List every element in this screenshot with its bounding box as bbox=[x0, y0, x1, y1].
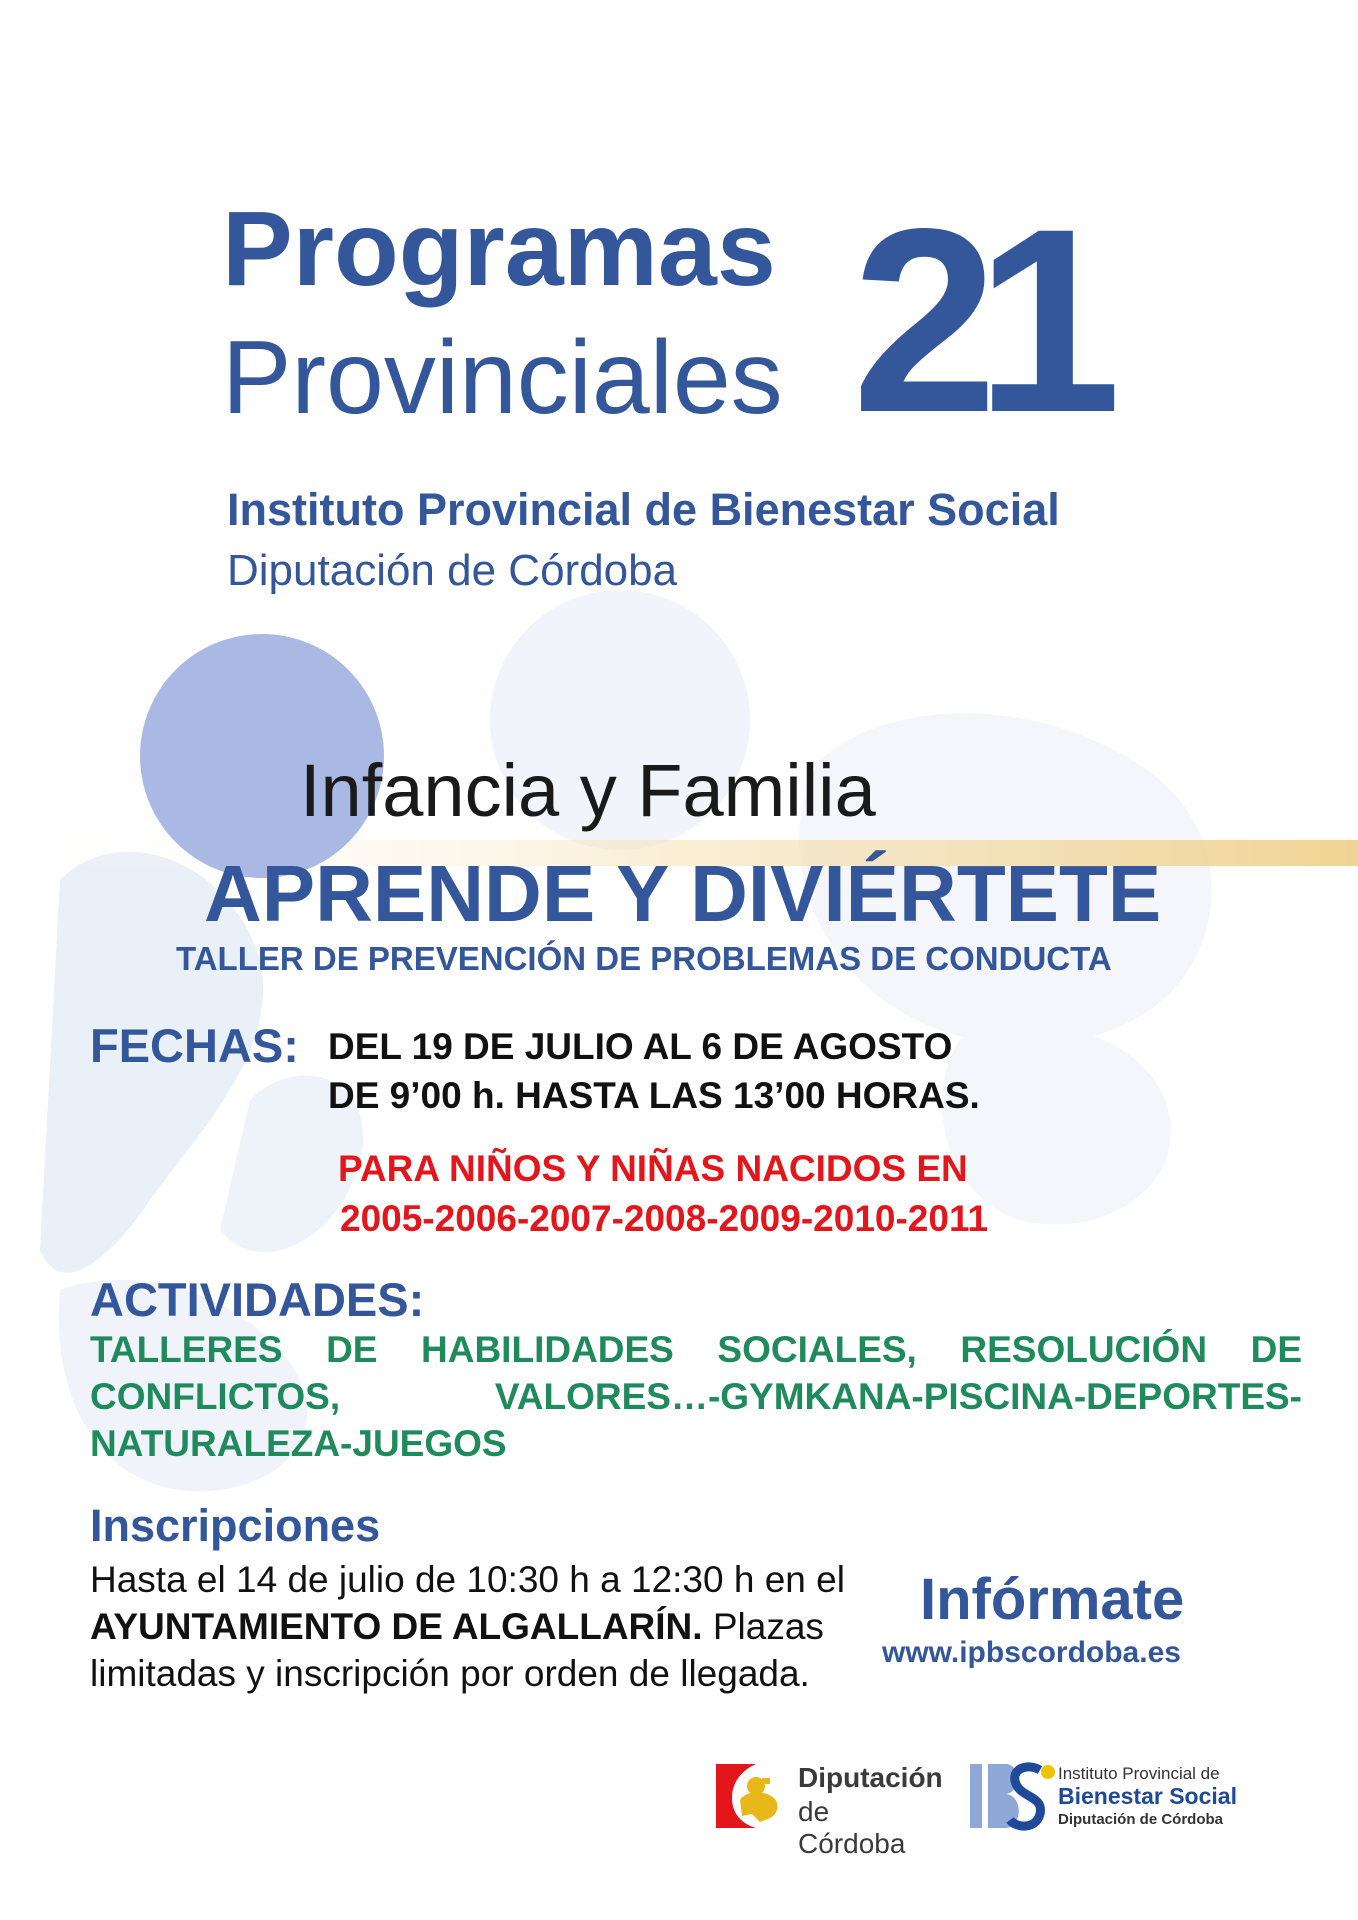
diputacion-logo-line2: de Córdoba bbox=[798, 1796, 906, 1859]
inscripciones-place: AYUNTAMIENTO DE ALGALLARÍN. bbox=[90, 1606, 703, 1647]
diputacion-logo bbox=[712, 1756, 943, 1859]
actividades-label: ACTIVIDADES: bbox=[90, 1273, 425, 1326]
inscripciones-text-before: Hasta el 14 de julio de 10:30 h a 12:30 h en el bbox=[90, 1559, 845, 1600]
diputacion-name: Diputación de Córdoba bbox=[227, 546, 678, 595]
title-provinciales: Provinciales bbox=[222, 320, 783, 436]
fechas-hours: DE 9’00 h. HASTA LAS 13’00 HORAS. bbox=[328, 1075, 980, 1116]
title-number: 21 bbox=[852, 174, 1100, 467]
target-audience-text: PARA NIÑOS Y NIÑAS NACIDOS EN bbox=[338, 1148, 968, 1189]
informate-title: Infórmate bbox=[920, 1567, 1185, 1632]
fechas-dates: DEL 19 DE JULIO AL 6 DE AGOSTO bbox=[328, 1026, 953, 1067]
ipbs-logo-line1: Instituto Provincial de bbox=[1058, 1764, 1220, 1783]
ipbs-logo-line2: Bienestar Social bbox=[1058, 1783, 1237, 1809]
diputacion-logo-line1: Diputación bbox=[798, 1762, 943, 1793]
ipbs-emblem-icon bbox=[966, 1758, 1056, 1834]
title-programas: Programas bbox=[222, 190, 776, 308]
inscripciones-label: Inscripciones bbox=[90, 1500, 381, 1551]
institute-name: Instituto Provincial de Bienestar Social bbox=[227, 484, 1060, 535]
target-birth-years: 2005-2006-2007-2008-2009-2010-2011 bbox=[340, 1198, 989, 1239]
section-title: Infancia y Familia bbox=[300, 749, 876, 832]
actividades-text: TALLERES DE HABILIDADES SOCIALES, RESOLUCIÓN DE CONFLICTOS, VALORES…-GYMKANA-PISCINA-DEPORTES-NATURALEZA-JUEGOS bbox=[90, 1329, 1302, 1464]
inscripciones-text-after: Plazas limitadas y inscripción por orden de llegada. bbox=[90, 1606, 824, 1694]
main-heading: APRENDE Y DIVIÉRTETE bbox=[204, 849, 1162, 938]
ipbs-logo bbox=[966, 1756, 1246, 1836]
fechas-label: FECHAS: bbox=[90, 1019, 299, 1072]
informate-url-link[interactable]: www.ipbscordoba.es bbox=[882, 1636, 1181, 1669]
diputacion-emblem-icon bbox=[712, 1760, 786, 1832]
ipbs-logo-line3: Diputación de Córdoba bbox=[1058, 1811, 1223, 1828]
sub-heading: TALLER DE PREVENCIÓN DE PROBLEMAS DE CONDUCTA bbox=[176, 940, 1112, 977]
inscripciones-text bbox=[90, 1556, 910, 1697]
